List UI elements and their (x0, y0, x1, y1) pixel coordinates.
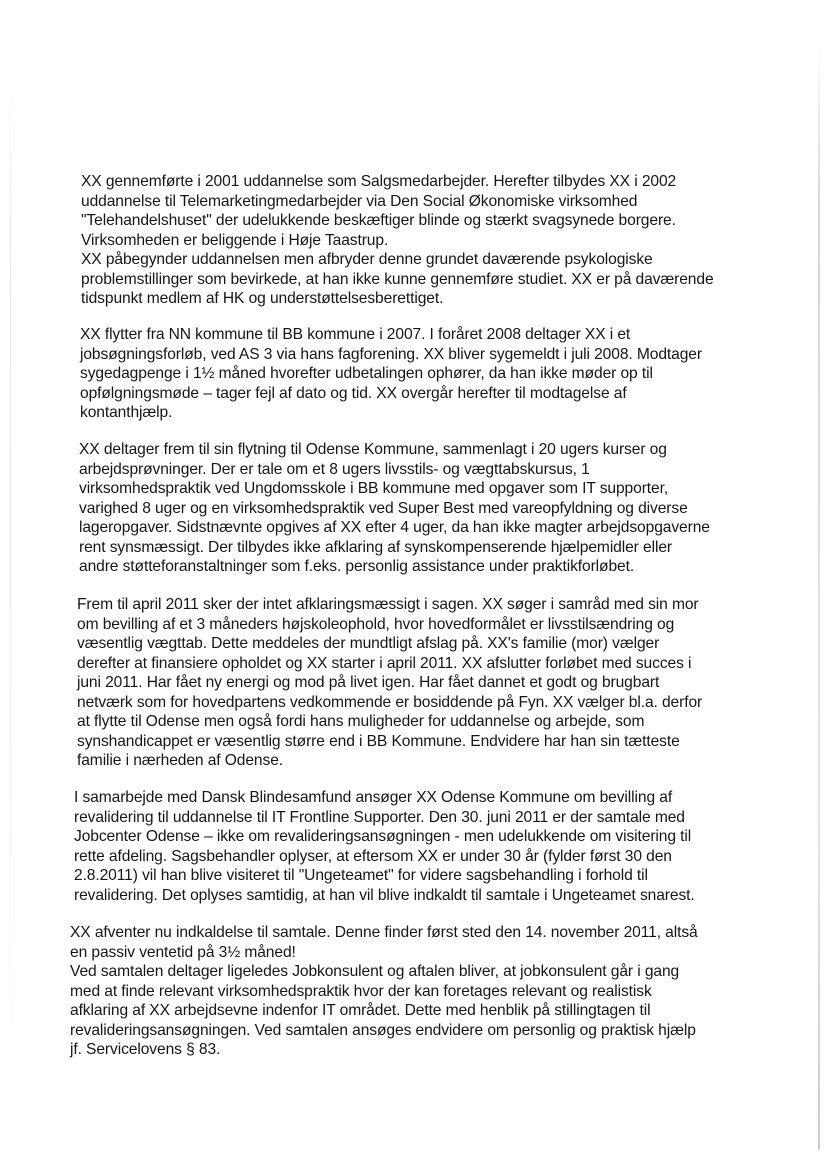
paragraph-courses-and-trials: XX deltager frem til sin flytning til Odense Kommune, sammenlagt i 20 ugers kurser og arbejdsprøvninger. Der er tale om et 8 ugers livsstils- og vægttabskursus, 1 virksomhedspraktik ved Ungdomsskole i BB kommune med opgaver som IT supporter, varighed 8 uger og en virksomhedspraktik ved Super Best med vareopfyldning og diverse lageropgaver. Sidstnævnte opgives af XX efter 4 uger, da han ikke magter arbejdsopgaverne rent synsmæssigt. Der tilbydes ikke afklaring af synskompenserende hjælpemidler eller andre støtteforanstaltninger som f.eks. personlig assistance under praktikforløbet. (79, 441, 710, 575)
paragraph-relocation-2007: XX flytter fra NN kommune til BB kommune i 2007. I foråret 2008 deltager XX i et jobsøgningsforløb, ved AS 3 via hans fagforening. XX bliver sygemeldt i juli 2008. Modtager sygedagpenge i 1½ måned hvorefter udbetalingen ophører, da han ikke møder op til opfølgningsmøde – tager fejl af dato og tid. XX overgår herefter til modtagelse af kontanthjælp. (80, 326, 702, 421)
paragraph-awaiting-interview: XX afventer nu indkaldelse til samtale. Denne finder først sted den 14. november 2011, altså en passiv ventetid på 3½ måned! Ved samtalen deltager ligeledes Jobkonsulent og aftalen bliver, at jobkonsulent går i gang med at finde relevant virksomhedspraktik hvor der kan foretages relevant og realistisk afklaring af XX arbejdsevne indenfor IT området. Dette med henblik på stillingtagen til revalideringsansøgningen. Ved samtalen ansøges endvidere om personlig og praktisk hjælp jf. Servicelovens § 83. (70, 924, 698, 1058)
scan-edge-left (10, 70, 11, 1130)
paragraph-education-history: XX gennemførte i 2001 uddannelse som Salgsmedarbejder. Herefter tilbydes XX i 2002 uddannelse til Telemarketingmedarbejder via Den Social Økonomiske virksomhed "Telehandelshuset" der udelukkende beskæftiger blinde og stærkt svagsynede borgere. Virksomheden er beliggende i Høje Taastrup. XX påbegynder uddannelsen men afbryder denne grundet daværende psykologiske problemstillinger som bevirkede, at han ikke kunne gennemføre studiet. XX er på daværende tidspunkt medlem af HK og understøttelsesberettiget. (81, 173, 714, 307)
paragraph-rehabilitation-application: I samarbejde med Dansk Blindesamfund ansøger XX Odense Kommune om bevilling af revalidering til uddannelse til IT Frontline Supporter. Den 30. juni 2011 er der samtale med Jobcenter Odense – ikke om revalideringsansøgningen - men udelukkende om visitering til rette afdeling. Sagsbehandler oplyser, at eftersom XX er under 30 år (fylder først 30 den 2.8.2011) vil han blive visiteret til "Ungeteamet" for videre sagsbehandling i forhold til revalidering. Det oplyses samtidig, at han vil blive indkaldt til samtale i Ungeteamet snarest. (74, 789, 695, 904)
paragraph-folk-high-school: Frem til april 2011 sker der intet afklaringsmæssigt i sagen. XX søger i samråd med sin mor om bevilling af et 3 måneders højskoleophold, hvor hovedformålet er livsstilsændring og væsentlig vægttab. Dette meddeles der mundtligt afslag på. XX's familie (mor) vælger derefter at finansiere opholdet og XX starter i april 2011. XX afslutter forløbet med succes i juni 2011. Har fået ny energi og mod på livet igen. Har fået dannet et godt og brugbart netværk som for hovedpartens vedkommende er bosiddende på Fyn. XX vælger bl.a. derfor at flytte til Odense men også fordi hans muligheder for uddannelse og arbejde, som synshandicappet er væsentlig større end i BB Kommune. Endvidere har han sin tætteste familie i nærheden af Odense. (77, 596, 703, 769)
